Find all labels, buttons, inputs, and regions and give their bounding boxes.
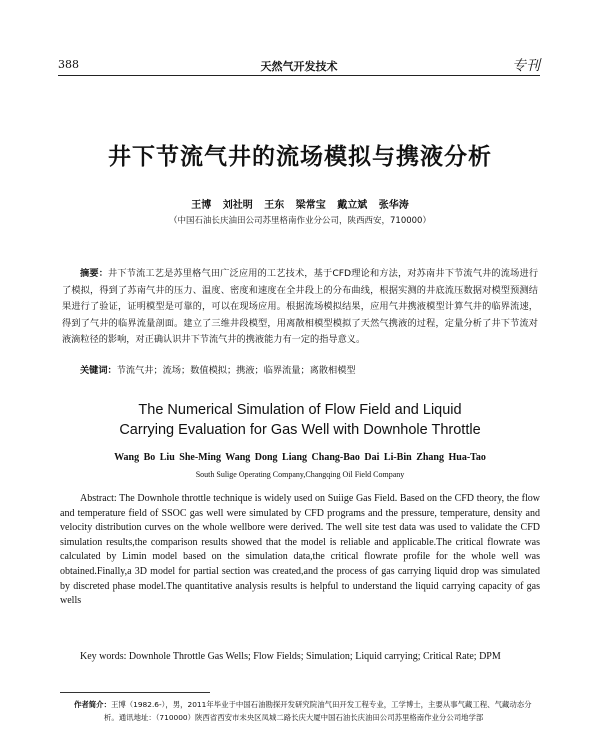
english-authors: Wang Bo Liu She-Ming Wang Dong Liang Chang-Bao Dai Li-Bin Zhang Hua-Tao (114, 452, 486, 463)
english-title-line-1: The Numerical Simulation of Flow Field and Liquid (138, 402, 462, 418)
chinese-authors: 王博 刘社明 王东 梁常宝 戴立斌 张华涛 (191, 200, 409, 211)
header-rule (58, 75, 540, 76)
chinese-affiliation: （中国石油长庆油田公司苏里格南作业分公司，陕西西安，710000） (169, 216, 431, 226)
english-keywords-label: Key words: (80, 651, 127, 662)
english-affiliation: South Sulige Operating Company,Changqing Oil Field Company (195, 470, 405, 479)
chinese-keywords-label: 关键词： (80, 365, 117, 376)
english-keywords-text: Downhole Throttle Gas Wells; Flow Fields; Simulation; Liquid carrying; Critical Rate; DPM (128, 651, 501, 662)
chinese-abstract-text: 井下节流工艺是苏里格气田广泛应用的工艺技术，基于CFD理论和方法，对苏南井下节流气井的流场进行了模拟，得到了苏南气井的压力、温度、密度和速度在全井段上的分布曲线，根据实测的井底流压数据对模型预测结果进行了验证，证明模型是可靠的，可以在现场应用。根据流场模拟结果，应用气井携液模型计算气井的临界流速，得到了气井的临界流量剖面。建立了三维井段模型，用离散相模型模拟了天然气携液的过程，定量分析了井下节流对液滴粒径的影响，对正确认识井下节流气井的携液能力有一定的指导意义。 (62, 268, 539, 346)
section-tag: 专刊 (512, 58, 540, 74)
journal-name: 天然气开发技术 (260, 60, 338, 73)
page-number: 388 (58, 58, 79, 71)
english-keywords (60, 650, 540, 665)
footnote-rule (60, 692, 210, 693)
chinese-abstract (62, 266, 538, 349)
english-abstract-text: The Downhole throttle technique is widely used on Suiige Gas Field. Based on the CFD theory, the flow and temperature field of SSOC gas well were simulated by CFD programs and the pressure, temperature, density and velocity distribution curves on the whole wellbore were derived. The well site test data was used to validate the CFD simulation results,the comparison results showed that the model is reliable and applicable.The critical flowrate was calculated by Limin model based on the simulation data,the critical flowrate profile for the whole well was obtained.Finally,a 3D model for partial section was created,and the process of gas carrying liquid drop was simulated by discreted phase model.The quantitative analysis results is helpful to understand the liquid carrying capacity of gas wells (60, 493, 540, 607)
footnote-text: 王博（1982.6-），男，2011年毕业于中国石油勘探开发研究院油气田开发工程专业，工学博士，主要从事气藏工程、气藏动态分析。通讯地址：（710000）陕西省西安市未央区凤城二路长庆大厦中国石油长庆油田公司苏里格南作业分公司地学部 (104, 700, 532, 722)
chinese-abstract-label: 摘要： (80, 268, 109, 279)
english-abstract-label: Abstract: (80, 493, 117, 504)
english-title-line-2: Carrying Evaluation for Gas Well with Downhole Throttle (119, 422, 481, 438)
chinese-title: 井下节流气井的流场模拟与携液分析 (108, 144, 492, 170)
english-title (0, 400, 600, 440)
running-header (58, 55, 540, 75)
author-footnote (74, 698, 542, 724)
footnote-label: 作者简介： (74, 700, 111, 709)
english-abstract (60, 492, 540, 609)
chinese-keywords (80, 362, 538, 376)
chinese-keywords-text: 节流气井；流场；数值模拟；携液；临界流量；离散相模型 (116, 365, 356, 376)
